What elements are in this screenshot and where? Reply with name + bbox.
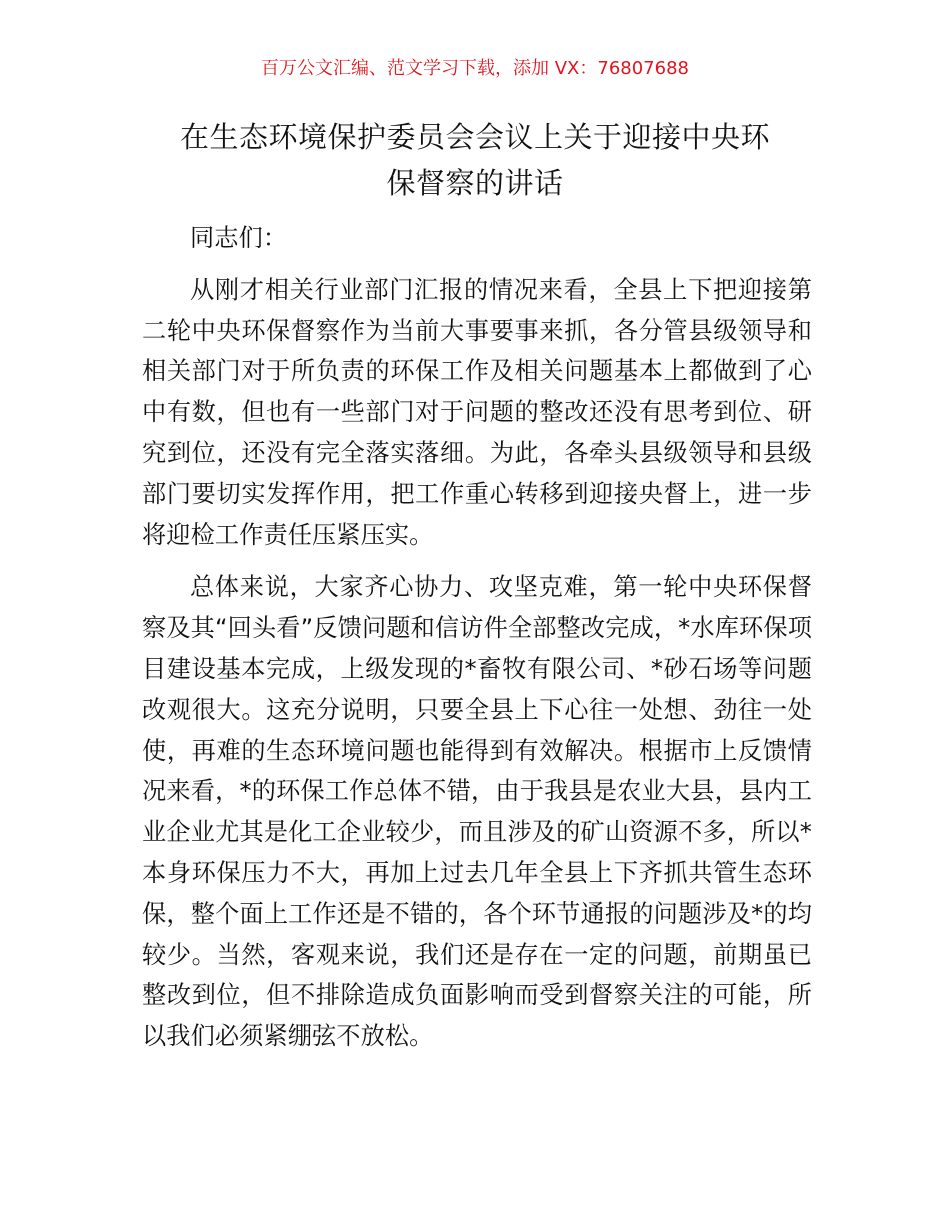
watermark-header: 百万公文汇编、范文学习下载，添加 VX：76807688 [261,58,689,79]
document-body [142,218,812,1057]
title-line-2: 保督察的讲话 [386,166,564,200]
salutation: 同志们： [190,224,288,252]
title-line-1: 在生态环境保护委员会会议上关于迎接中央环 [179,120,770,154]
paragraph-1: 从刚才相关行业部门汇报的情况来看，全县上下把迎接第二轮中央环保督察作为当前大事要事来抓，各分管县级领导和相关部门对于所负责的环保工作及相关问题基本上都做到了心中有数，但也有一些部门对于问题的整改还没有思考到位、研究到位，还没有完全落实落细。为此，各牵头县级领导和县级部门要切实发挥作用，把工作重心转移到迎接央督上，进一步将迎检工作责任压紧压实。 [142,275,812,549]
paragraph-2: 总体来说，大家齐心协力、攻坚克难，第一轮中央环保督察及其“回头看”反馈问题和信访件全部整改完成，*水库环保项目建设基本完成，上级发现的*畜牧有限公司、*砂石场等问题改观很大。这充分说明，只要全县上下心往一处想、劲往一处使，再难的生态环境问题也能得到有效解决。根据市上反馈情况来看，*的环保工作总体不错，由于我县是农业大县，县内工业企业尤其是化工企业较少，而且涉及的矿山资源不多，所以*本身环保压力不大，再加上过去几年全县上下齐抓共管生态环保，整个面上工作还是不错的，各个环节通报的问题涉及*的均较少。当然，客观来说，我们还是存在一定的问题，前期虽已整改到位，但不排除造成负面影响而受到督察关注的可能，所以我们必须紧绷弦不放松。 [142,573,812,1051]
document-title [140,114,810,206]
